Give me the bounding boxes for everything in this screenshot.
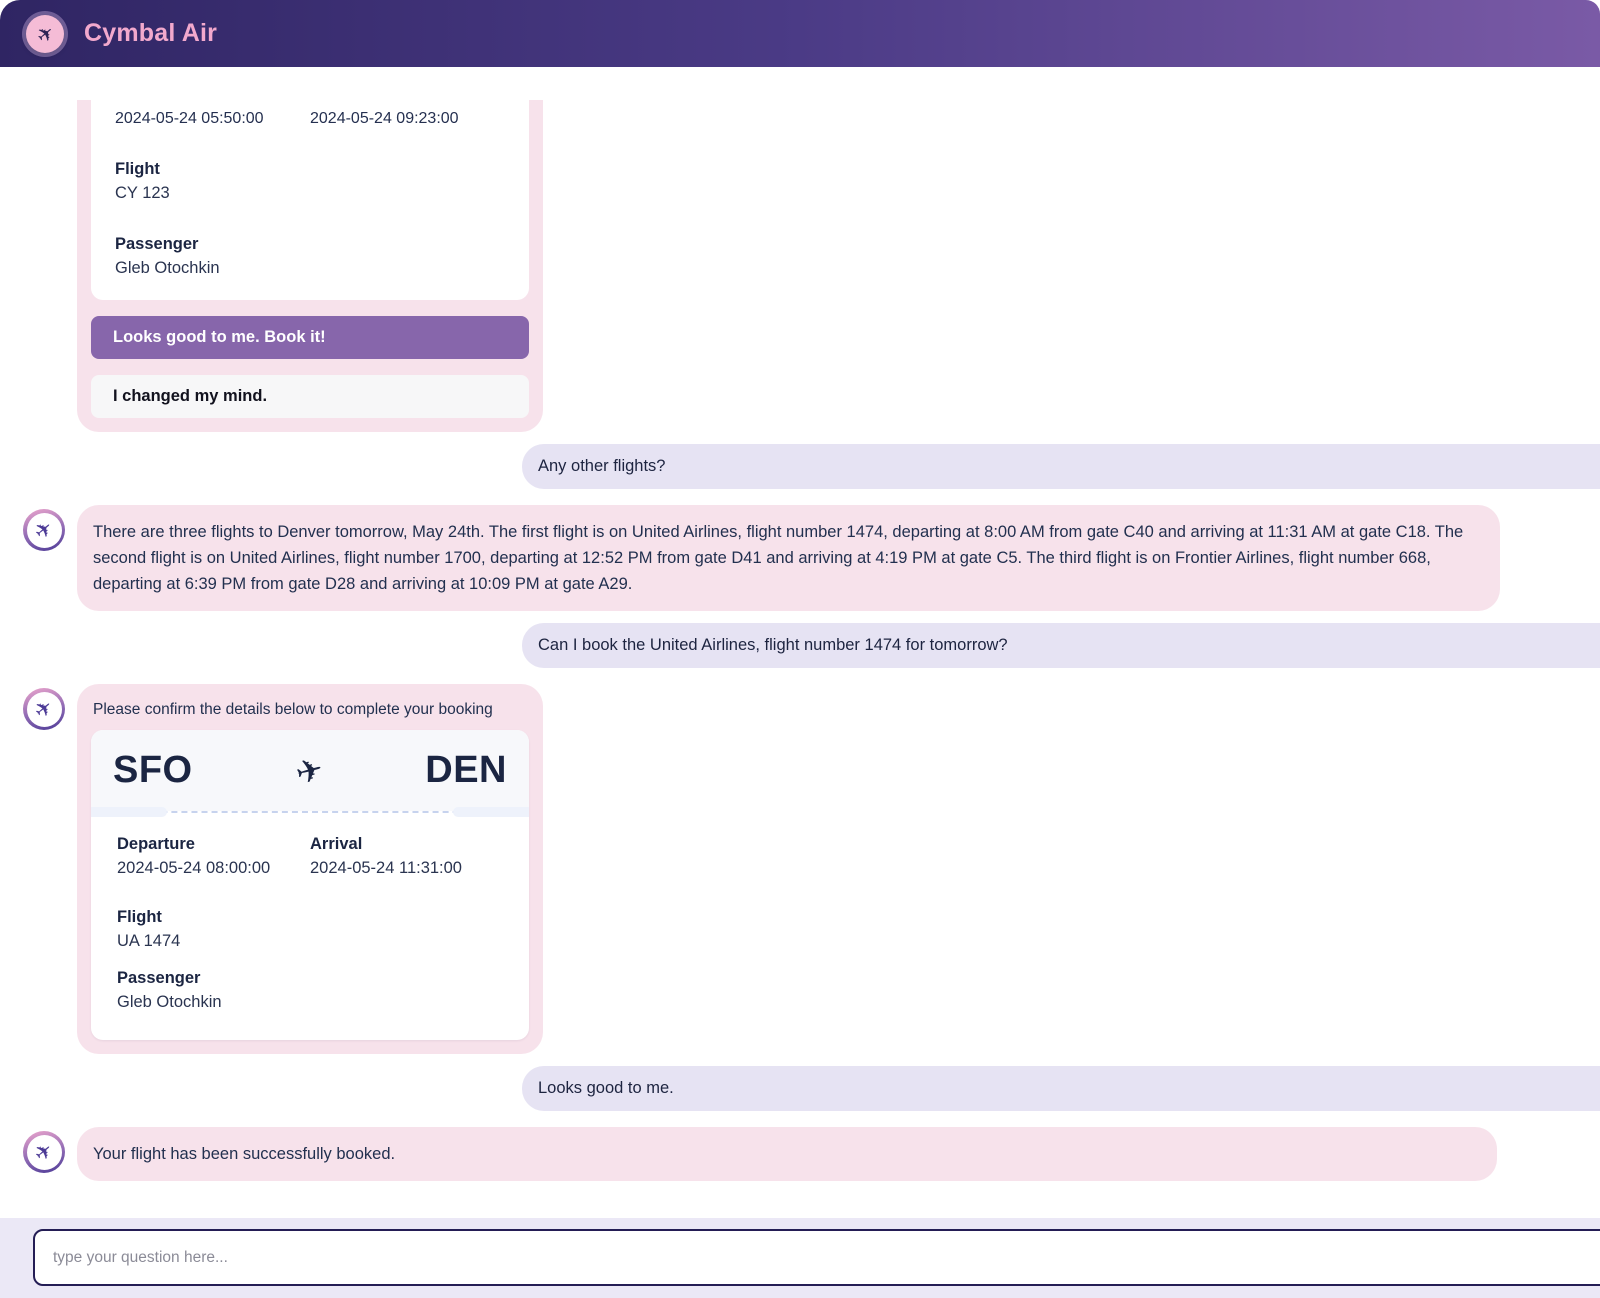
assistant-avatar-col [0,505,77,611]
flight-number: UA 1474 [117,932,181,950]
assistant-message-booked: Your flight has been successfully booked. [77,1127,1497,1181]
app-header [0,0,1600,67]
assistant-row-confirm-booking [0,684,1600,1054]
flight-times-row [115,110,505,128]
plane-icon: ✈ [29,694,59,724]
assistant-avatar-inner [27,1135,62,1170]
ticket-header [91,730,529,811]
flight-label: Flight [117,908,162,926]
question-input[interactable] [33,1229,1600,1286]
departure-time: 2024-05-24 08:00:00 [117,859,271,877]
flight-label: Flight [115,160,160,178]
top-spacer [0,67,1600,100]
assistant-avatar [23,509,65,551]
arrival-block [310,835,503,878]
passenger-label: Passenger [115,235,199,253]
assistant-message-partial-booking [77,100,543,432]
changed-my-mind-button[interactable]: I changed my mind. [91,375,529,418]
assistant-message-flight-options: There are three flights to Denver tomorrow, May 24th. The first flight is on United Airlines, flight number 1474, departing at 8:00 AM from gate C40 and arriving at 11:31 AM at gate C18. The second flight is on United Airlines, flight number 1700, departing at 12:52 PM from gate D41 and arriving at 4:19 PM at gate C5. The third flight is on Frontier Airlines, flight number 668, departing at 6:39 PM from gate D28 and arriving at 10:09 PM at gate A29. [77,505,1500,611]
book-it-button[interactable]: Looks good to me. Book it! [91,316,529,359]
assistant-avatar [23,688,65,730]
app-title: Cymbal Air [84,19,218,47]
arrival-label: Arrival [310,835,363,853]
user-message-book-request: Can I book the United Airlines, flight number 1474 for tomorrow? [522,623,1600,668]
assistant-row-booked [0,1127,1600,1181]
user-message-any-other-flights: Any other flights? [522,444,1600,489]
origin-airport-code: SFO [113,749,193,791]
passenger-block [117,969,503,1012]
departure-label: Departure [117,835,195,853]
plane-icon: ✈ [30,18,60,49]
user-message-confirmation: Looks good to me. [522,1066,1600,1111]
composer-bar [0,1218,1600,1298]
ticket-times-row [117,835,503,878]
assistant-avatar-col [0,684,77,1054]
plane-icon: ✈ [291,748,327,793]
arrival-time: 2024-05-24 11:31:00 [310,859,462,877]
passenger-label: Passenger [117,969,201,987]
assistant-avatar-inner [27,692,62,727]
arrival-time: 2024-05-24 09:23:00 [310,110,459,127]
plane-icon: ✈ [29,515,59,545]
flight-block [117,908,503,951]
chat-area [0,67,1600,1181]
booking-ticket-card [91,730,529,1040]
app-logo [26,15,64,53]
passenger-name: Gleb Otochkin [115,259,220,277]
departure-block [117,835,310,878]
assistant-avatar [23,1131,65,1173]
ticket-body [91,813,529,1040]
passenger-name: Gleb Otochkin [117,993,222,1011]
assistant-row-flight-options [0,505,1600,611]
confirm-prompt-text: Please confirm the details below to complete your booking [93,701,493,718]
assistant-message-confirm-booking [77,684,543,1054]
departure-time: 2024-05-24 05:50:00 [115,110,264,127]
flight-number: CY 123 [115,184,170,202]
plane-icon: ✈ [29,1137,59,1167]
assistant-avatar-inner [27,513,62,548]
assistant-avatar-col [0,1127,77,1181]
destination-airport-code: DEN [425,749,507,791]
flight-card-partial [91,100,529,300]
ticket-divider [91,811,529,813]
